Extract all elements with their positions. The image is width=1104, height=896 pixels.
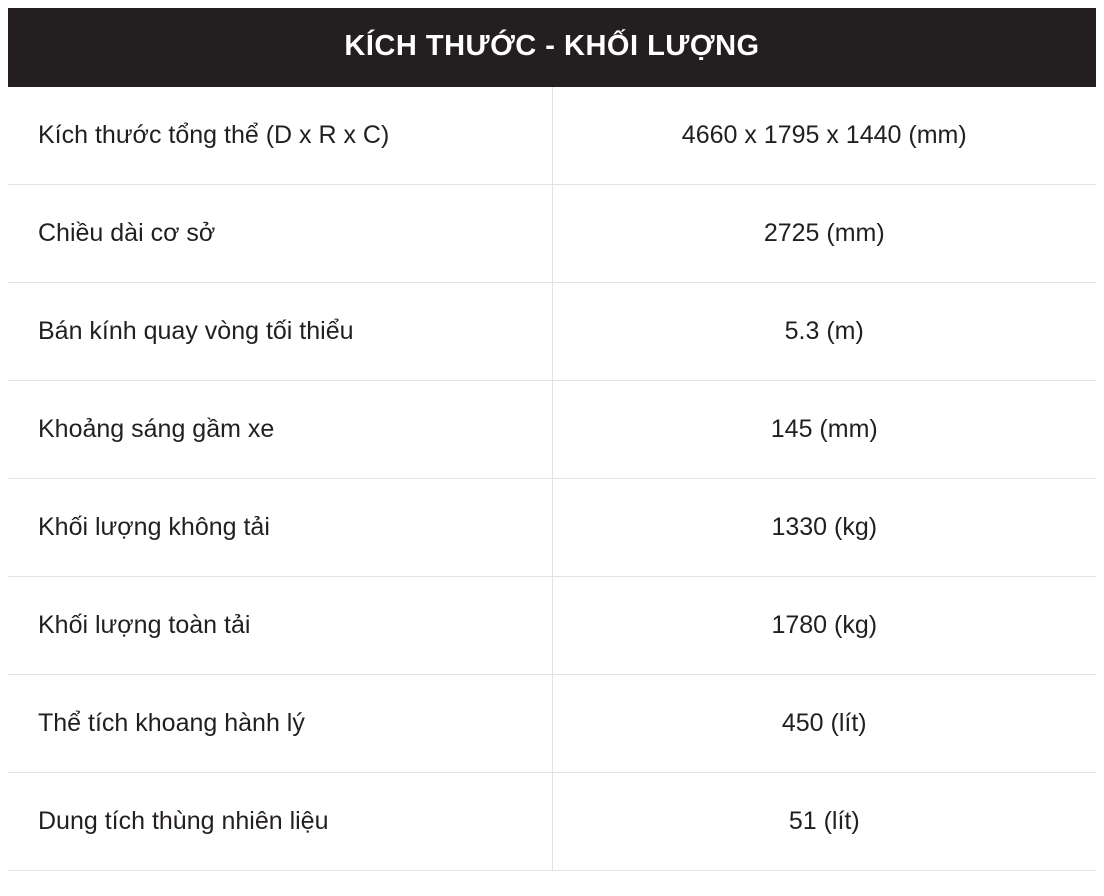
specifications-table <box>8 8 1096 871</box>
table-header <box>8 8 1096 87</box>
table-row <box>8 381 1096 479</box>
table-row <box>8 773 1096 871</box>
table-row <box>8 185 1096 283</box>
spec-value: 51 (lít) <box>788 806 860 835</box>
spec-label: Dung tích thùng nhiên liệu <box>8 773 552 871</box>
table-header-row <box>8 8 1096 87</box>
spec-value: 5.3 (m) <box>784 316 864 345</box>
spec-value: 4660 x 1795 x 1440 (mm) <box>681 120 967 149</box>
spec-label: Khối lượng toàn tải <box>8 577 552 675</box>
spec-value: 145 (mm) <box>770 414 878 443</box>
spec-label: Bán kính quay vòng tối thiểu <box>8 283 552 381</box>
spec-value: 2725 (mm) <box>763 218 885 247</box>
table-body <box>8 87 1096 871</box>
spec-label: Kích thước tổng thể (D x R x C) <box>8 87 552 185</box>
spec-label: Thể tích khoang hành lý <box>8 675 552 773</box>
spec-value: 1780 (kg) <box>771 610 878 639</box>
spec-value: 1330 (kg) <box>771 512 878 541</box>
table-row <box>8 283 1096 381</box>
spec-label: Khối lượng không tải <box>8 479 552 577</box>
table-row <box>8 577 1096 675</box>
spec-label: Chiều dài cơ sở <box>8 185 552 283</box>
table-title: KÍCH THƯỚC - KHỐI LƯỢNG <box>8 8 1096 87</box>
table-row <box>8 87 1096 185</box>
spec-label: Khoảng sáng gầm xe <box>8 381 552 479</box>
table-row <box>8 479 1096 577</box>
spec-value: 450 (lít) <box>781 708 867 737</box>
table-row <box>8 675 1096 773</box>
